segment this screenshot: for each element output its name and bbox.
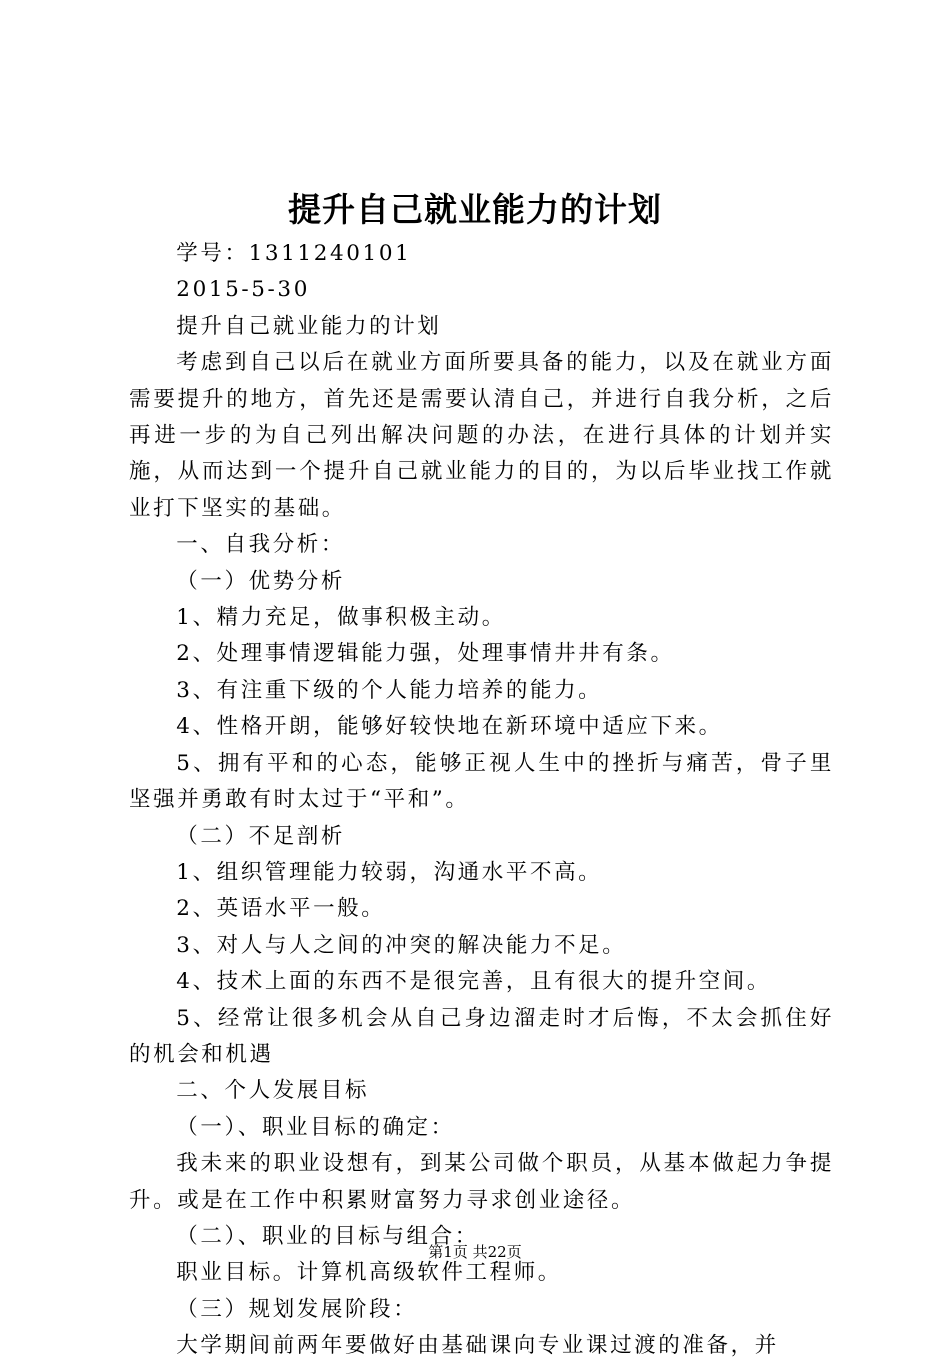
page-number-footer: 第1页 共22页 (428, 1243, 522, 1261)
document-title: 提升自己就业能力的计划 (288, 190, 662, 229)
date-line: 2015-5-30 (176, 277, 310, 303)
list-item: 1、精力充足，做事积极主动。 (176, 605, 506, 631)
section-heading: 二、个人发展目标 (176, 1078, 370, 1104)
list-item: 2、英语水平一般。 (176, 896, 386, 922)
document-body (129, 236, 834, 1365)
list-item: 3、有注重下级的个人能力培养的能力。 (176, 677, 603, 703)
body-paragraph: 我未来的职业设想有，到某公司做个职员，从基本做起力争提升。或是在工作中积累财富努力寻求创业途径。 (129, 1151, 834, 1213)
subsection-heading: （一）、职业目标的确定： (176, 1114, 455, 1140)
list-item: 4、技术上面的东西不是很完善，且有很大的提升空间。 (176, 969, 771, 995)
list-item: 3、对人与人之间的冲突的解决能力不足。 (176, 932, 627, 958)
list-item: 2、处理事情逻辑能力强，处理事情井井有条。 (176, 641, 675, 667)
body-paragraph: 大学期间前两年要做好由基础课向专业课过渡的准备，并 (176, 1333, 779, 1359)
intro-paragraph: 考虑到自己以后在就业方面所要具备的能力，以及在就业方面需要提升的地方，首先还是需要认清自己，并进行自我分析，之后再进一步的为自己列出解决问题的办法，在进行具体的计划并实施，从而达到一个提升自己就业能力的目的，为以后毕业找工作就业打下坚实的基础。 (129, 350, 834, 521)
subsection-heading: （三）规划发展阶段： (176, 1296, 418, 1322)
list-item: 5、拥有平和的心态，能够正视人生中的挫折与痛苦，骨子里坚强并勇敢有时太过于“平和”。 (129, 750, 834, 813)
subsection-heading: （二）不足剖析 (176, 823, 345, 849)
list-item: 4、性格开朗，能够好较快地在新环境中适应下来。 (176, 714, 723, 740)
subsection-heading: （二）、职业的目标与组合： (176, 1223, 479, 1249)
subsection-heading: （一）优势分析 (176, 568, 345, 594)
section-heading: 一、自我分析： (176, 532, 345, 558)
subtitle-line: 提升自己就业能力的计划 (176, 313, 442, 339)
list-item: 1、组织管理能力较弱，沟通水平不高。 (176, 859, 603, 885)
student-id-line: 学号：1311240101 (176, 241, 412, 266)
list-item: 5、经常让很多机会从自己身边溜走时才后悔，不太会抓住好的机会和机遇 (129, 1005, 834, 1067)
body-paragraph: 职业目标。计算机高级软件工程师。 (176, 1260, 562, 1286)
